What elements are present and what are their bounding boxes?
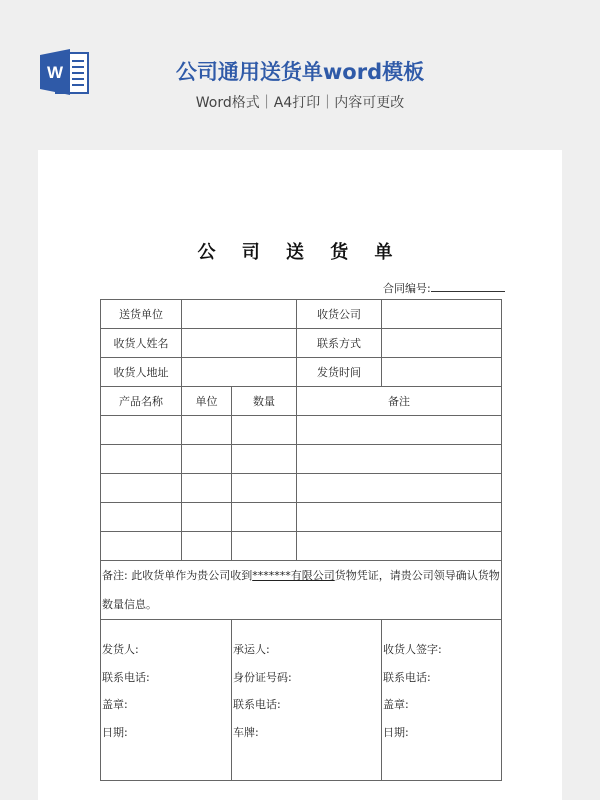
- sign-line: 发货人:: [102, 643, 139, 656]
- page-subtitle: Word格式｜A4打印｜内容可更改: [195, 95, 405, 111]
- sign-line: 盖章:: [102, 698, 128, 711]
- document-title: 公 司 送 货 单: [197, 242, 403, 263]
- note-suffix: 货物凭证，请贵公司领导确认货物数量信息。: [102, 569, 500, 611]
- product-cell[interactable]: [101, 445, 182, 474]
- product-cell[interactable]: [297, 474, 502, 503]
- product-cell[interactable]: [232, 532, 297, 561]
- banner: [0, 0, 600, 150]
- sign-line: 联系电话:: [383, 670, 431, 684]
- product-cell[interactable]: [101, 532, 182, 561]
- note-text: [101, 561, 502, 620]
- info-label: 送货单位: [101, 300, 182, 329]
- product-cell[interactable]: [182, 532, 232, 561]
- receiver-signature-block: [382, 620, 502, 781]
- product-row: [101, 474, 502, 503]
- delivery-form-table: [100, 299, 502, 781]
- info-value-cell[interactable]: [382, 300, 502, 329]
- product-cell[interactable]: [232, 445, 297, 474]
- product-header: 单位: [182, 387, 232, 416]
- sign-line: 车牌:: [233, 725, 259, 739]
- info-value-cell[interactable]: [182, 329, 297, 358]
- info-label: 收货人姓名: [101, 329, 182, 358]
- info-value-cell[interactable]: [382, 358, 502, 387]
- sign-line: 盖章:: [383, 698, 409, 711]
- info-label: 收货人地址: [101, 358, 182, 387]
- sign-line: 日期:: [383, 725, 409, 739]
- product-header-row: [101, 387, 502, 416]
- product-cell[interactable]: [182, 445, 232, 474]
- product-cell[interactable]: [232, 474, 297, 503]
- info-row: [101, 358, 502, 387]
- product-row: [101, 503, 502, 532]
- product-header: 数量: [232, 387, 297, 416]
- note-company: *******有限公司: [252, 569, 335, 582]
- product-cell[interactable]: [297, 503, 502, 532]
- product-cell[interactable]: [297, 416, 502, 445]
- product-cell[interactable]: [101, 474, 182, 503]
- sign-line: 联系电话:: [233, 698, 281, 711]
- note-prefix: 备注: 此收货单作为贵公司收到: [102, 569, 253, 582]
- info-label: 收货公司: [297, 300, 382, 329]
- product-cell[interactable]: [182, 416, 232, 445]
- sign-line: 身份证号码:: [233, 670, 292, 684]
- product-header: 产品名称: [101, 387, 182, 416]
- product-cell[interactable]: [101, 416, 182, 445]
- product-cell[interactable]: [297, 445, 502, 474]
- sign-line: 日期:: [102, 725, 128, 739]
- contract-number-blank[interactable]: [431, 281, 505, 292]
- product-cell[interactable]: [297, 532, 502, 561]
- product-row: [101, 532, 502, 561]
- contract-number-label: 合同编号:: [383, 282, 431, 295]
- info-value-cell[interactable]: [182, 300, 297, 329]
- note-row: [101, 561, 502, 620]
- product-row: [101, 416, 502, 445]
- info-row: [101, 300, 502, 329]
- product-cell[interactable]: [101, 503, 182, 532]
- info-row: [101, 329, 502, 358]
- info-value-cell[interactable]: [382, 329, 502, 358]
- product-row: [101, 445, 502, 474]
- sign-line: 收货人签字:: [383, 643, 442, 656]
- product-header: 备注: [297, 387, 502, 416]
- product-cell[interactable]: [182, 503, 232, 532]
- svg-text:W: W: [46, 63, 64, 82]
- page-title: 公司通用送货单word模板: [175, 60, 425, 84]
- document-page: [38, 150, 562, 800]
- product-cell[interactable]: [232, 503, 297, 532]
- product-cell[interactable]: [232, 416, 297, 445]
- shipper-signature-block: [101, 620, 232, 781]
- sign-line: 承运人:: [233, 643, 270, 656]
- sign-line: 联系电话:: [102, 670, 150, 684]
- info-label: 发货时间: [297, 358, 382, 387]
- info-label: 联系方式: [297, 329, 382, 358]
- info-value-cell[interactable]: [182, 358, 297, 387]
- product-cell[interactable]: [182, 474, 232, 503]
- carrier-signature-block: [232, 620, 382, 781]
- signature-row: [101, 620, 502, 781]
- contract-number: [383, 280, 505, 296]
